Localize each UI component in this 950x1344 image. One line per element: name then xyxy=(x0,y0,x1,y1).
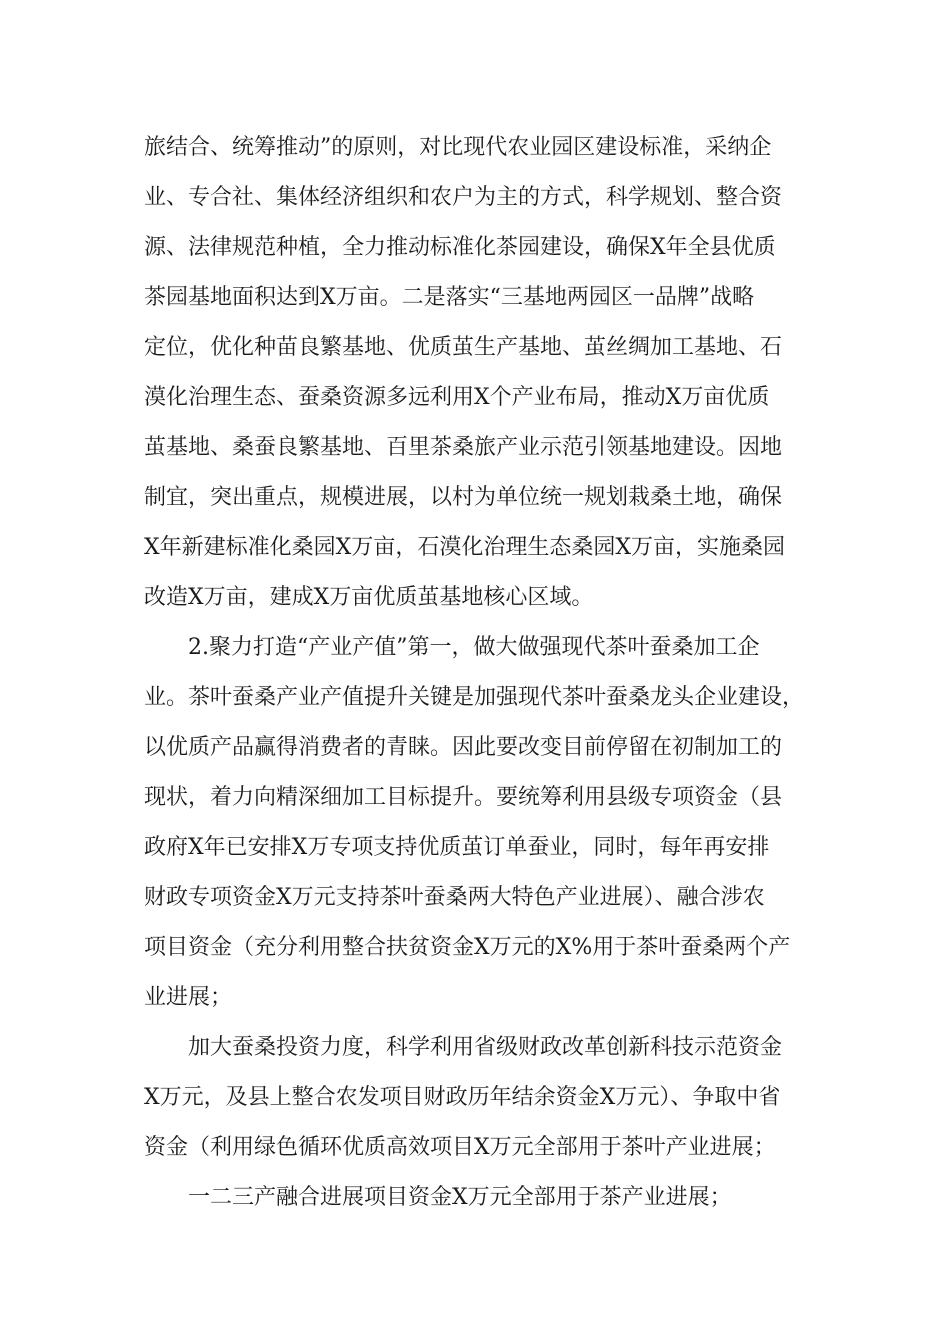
text-line: 现状，着力向精深细加工目标提升。要统筹利用县级专项资金（县 xyxy=(144,785,783,810)
paragraph-start-line: 2.聚力打造“产业产值”第一，做大做强现代茶叶蚕桑加工企 xyxy=(188,635,760,660)
text-line: 项目资金（充分利用整合扶贫资金X万元的X%用于茶叶蚕桑两个产 xyxy=(144,935,791,960)
text-line: 业、专合社、集体经济组织和农户为主的方式，科学规划、整合资 xyxy=(144,185,783,210)
text-line: 财政专项资金X万元支持茶叶蚕桑两大特色产业进展）、融合涉农 xyxy=(144,885,765,910)
text-line: 以优质产品赢得消费者的青睐。因此要改变目前停留在初制加工的 xyxy=(144,735,783,760)
paragraph-start-line: 一二三产融合进展项目资金X万元全部用于茶产业进展； xyxy=(188,1185,732,1210)
text-line: 漠化治理生态、蚕桑资源多远利用X个产业布局，推动X万亩优质 xyxy=(144,385,770,410)
text-line: X年新建标准化桑园X万亩，石漠化治理生态桑园X万亩，实施桑园 xyxy=(144,535,785,560)
text-line: 政府X年已安排X万专项支持优质茧订单蚕业，同时，每年再安排 xyxy=(144,835,770,860)
text-line: 改造X万亩，建成X万亩优质茧基地核心区域。 xyxy=(144,585,594,610)
paragraph-start-line: 加大蚕桑投资力度，科学利用省级财政改革创新科技示范资金 xyxy=(188,1035,783,1060)
text-line: 资金（利用绿色循环优质高效项目X万元全部用于茶叶产业进展； xyxy=(144,1135,776,1160)
text-line: X万元，及县上整合农发项目财政历年结余资金X万元）、争取中省 xyxy=(144,1085,781,1110)
document-body xyxy=(144,123,834,1223)
text-line: 源、法律规范种植，全力推动标准化茶园建设，确保X年全县优质 xyxy=(144,235,776,260)
text-line: 茶园基地面积达到X万亩。二是落实“三基地两园区一品牌”战略 xyxy=(144,285,755,310)
text-line: 业。茶叶蚕桑产业产值提升关键是加强现代茶叶蚕桑龙头企业建设， xyxy=(144,685,805,710)
text-line: 定位，优化种苗良繁基地、优质茧生产基地、茧丝绸加工基地、石 xyxy=(144,335,783,360)
text-line: 茧基地、桑蚕良繁基地、百里茶桑旅产业示范引领基地建设。因地 xyxy=(144,435,783,460)
text-line: 旅结合、统筹推动”的原则，对比现代农业园区建设标准，采纳企 xyxy=(144,135,772,160)
text-line: 业进展； xyxy=(144,985,233,1010)
text-line: 制宜，突出重点，规模进展，以村为单位统一规划栽桑土地，确保 xyxy=(144,485,783,510)
